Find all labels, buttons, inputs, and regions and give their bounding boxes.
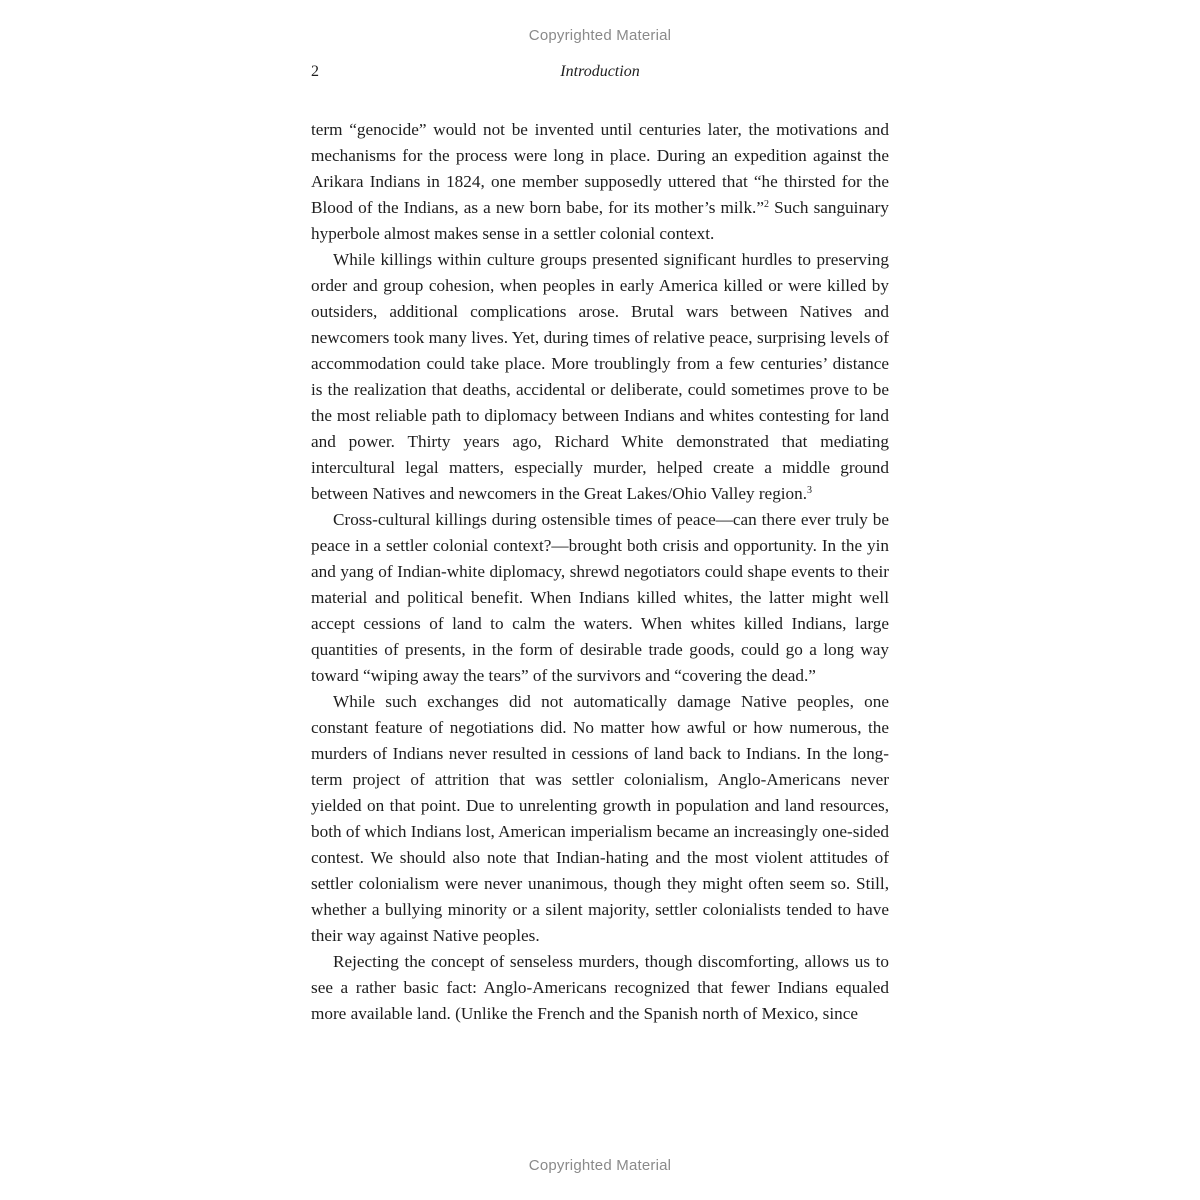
paragraph-3: Cross-cultural killings during ostensible times of peace—can there ever truly be peace in a settler colonial context?—brought both crisis and opportunity. In the yin and yang of Indian-white diplomacy, shrewd negotiators could shape events to their material and political benefit. When Indians killed whites, the latter might well accept cessions of land to calm the waters. When whites killed Indians, large quantities of presents, in the form of desirable trade goods, could go a long way toward “wiping away the tears” of the survivors and “covering the dead.” <box>311 510 889 685</box>
paragraph-text: term “genocide” would not be invented until centuries later, the motivations and mechanisms for the process were long in place. During an expedition against the Arikara Indians in 1824, one member supposedly uttered that “he thirsted for the Blood of the Indians, as a new born babe, for its mother’s milk.” <box>311 120 889 217</box>
running-head <box>311 63 889 85</box>
copyright-watermark-bottom: Copyrighted Material <box>528 1157 672 1174</box>
body-text <box>311 117 889 1027</box>
paragraph-4: While such exchanges did not automatically damage Native peoples, one constant feature of negotiations did. No matter how awful or how numerous, the murders of Indians never resulted in cessions of land back to Indians. In the long-term project of attrition that was settler colonialism, Anglo-Americans never yielded on that point. Due to unrelenting growth in population and land resources, both of which Indians lost, American imperialism became an increasingly one-sided contest. We should also note that Indian-hating and the most violent attitudes of settler colonialism were never unanimous, though they might often seem so. Still, whether a bullying minority or a silent majority, settler colonialists tended to have their way against Native peoples. <box>311 692 890 945</box>
paragraph-2 <box>311 247 889 507</box>
paragraph-text-continued: Such sanguinary hyperbole almost makes sense in a settler colonial context. <box>311 198 889 243</box>
paragraph-1 <box>311 117 889 247</box>
footnote-ref-3[interactable]: 3 <box>807 485 813 496</box>
copyright-watermark-top: Copyrighted Material <box>528 27 672 44</box>
chapter-title: Introduction <box>560 63 640 80</box>
footnote-ref-2[interactable]: 2 <box>763 199 769 210</box>
page-number: 2 <box>311 63 319 80</box>
paragraph-5: Rejecting the concept of senseless murders, though discomforting, allows us to see a rather basic fact: Anglo-Americans recognized that fewer Indians equaled more available land. (Unlike the French and the Spanish north of Mexico, since <box>311 952 889 1023</box>
paragraph-text: While killings within culture groups presented significant hurdles to preserving order and group cohesion, when peoples in early America killed or were killed by outsiders, additional complications arose. Brutal wars between Natives and newcomers took many lives. Yet, during times of relative peace, surprising levels of accommodation could take place. More troublingly from a few centuries’ distance is the realization that deaths, accidental or deliberate, could sometimes prove to be the most reliable path to diplomacy between Indians and whites contesting for land and power. Thirty years ago, Richard White demonstrated that mediating intercultural legal matters, especially murder, helped create a middle ground between Natives and newcomers in the Great Lakes/Ohio Valley region. <box>311 250 889 503</box>
